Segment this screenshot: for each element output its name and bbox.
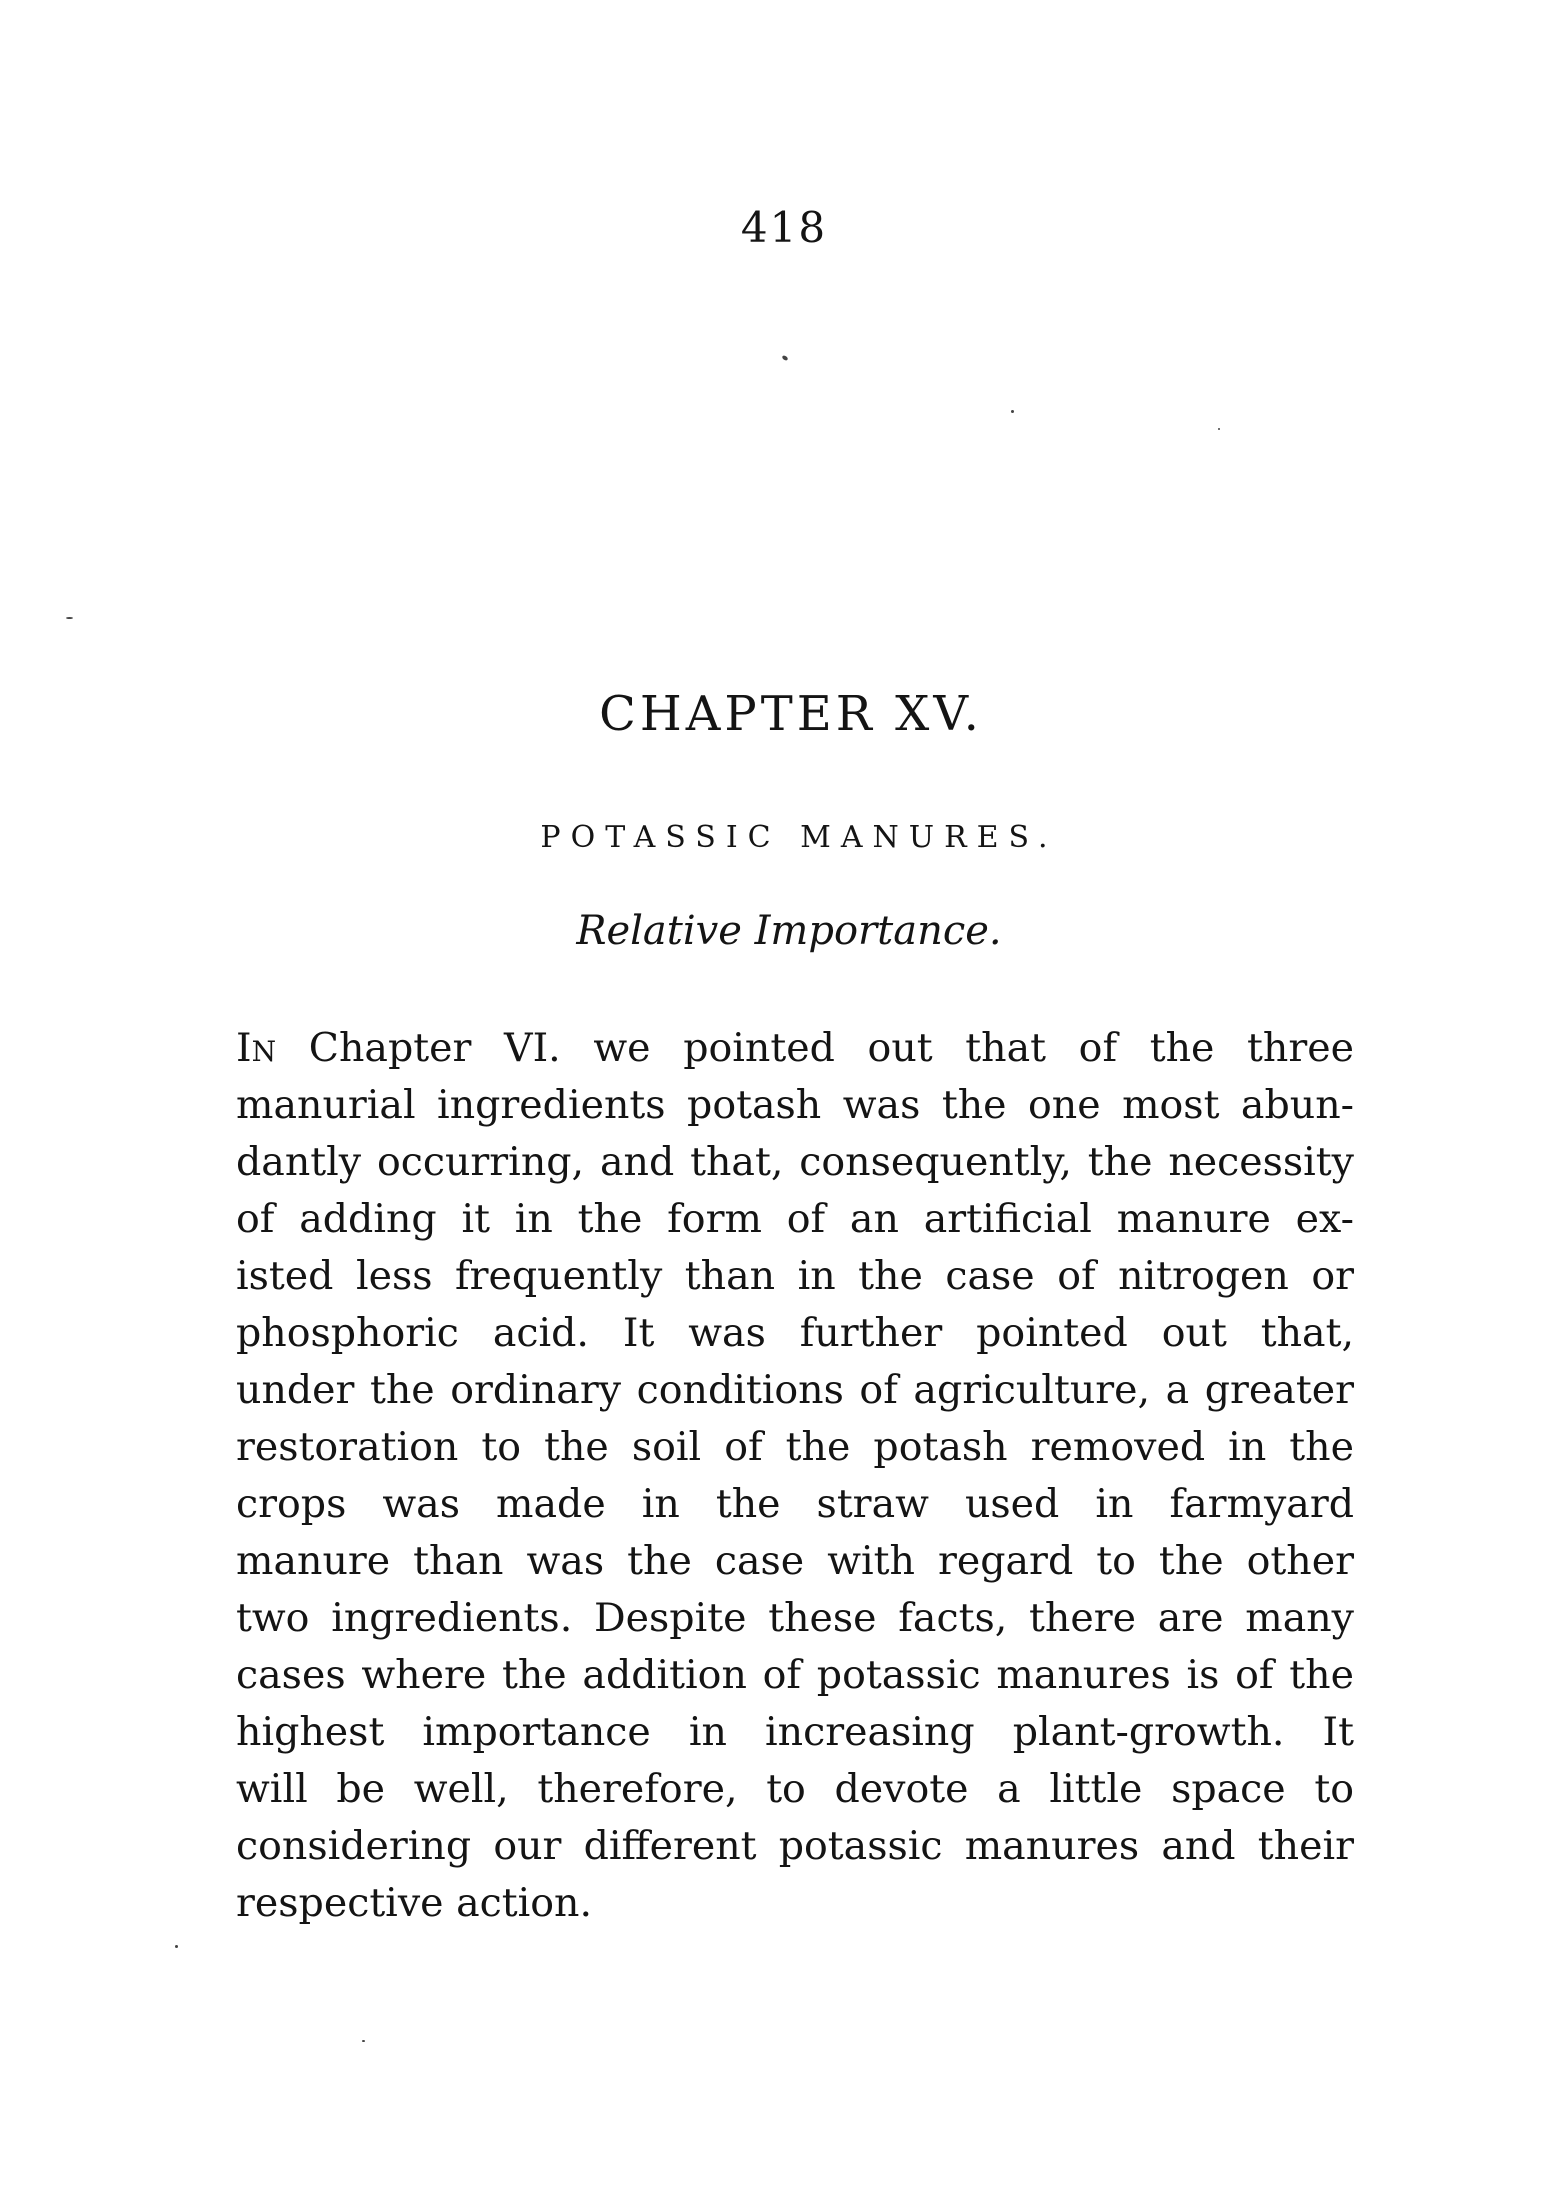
chapter-title: CHAPTER XV.: [599, 686, 983, 742]
scan-speck: [1011, 410, 1014, 413]
scan-speck: [175, 1945, 178, 1948]
body-paragraph: [236, 1020, 1354, 1932]
paragraph-lead-in: In: [236, 1025, 277, 1071]
paragraph-line-text: Chapter VI. we pointed out that of the three: [276, 1025, 1354, 1071]
paragraph-line: of adding it in the form of an artificial manure ex-: [236, 1196, 1354, 1242]
scan-speck: [781, 355, 788, 362]
paragraph-line: restoration to the soil of the potash removed in the: [236, 1424, 1354, 1470]
paragraph-line: two ingredients. Despite these facts, there are many: [236, 1595, 1354, 1641]
paragraph-line: crops was made in the straw used in farmyard: [236, 1481, 1354, 1527]
paragraph-line: respective action.: [236, 1880, 593, 1926]
scan-speck: [1218, 428, 1220, 430]
scan-speck: [362, 2040, 365, 2042]
paragraph-line: will be well, therefore, to devote a little space to: [236, 1766, 1354, 1812]
page-number: 418: [740, 203, 828, 252]
chapter-subtitle: POTASSIC MANURES.: [540, 820, 1058, 855]
paragraph-line: considering our different potassic manures and their: [236, 1823, 1354, 1869]
paragraph-line: dantly occurring, and that, consequently, the necessity: [236, 1139, 1354, 1185]
paragraph-line: [236, 1020, 1354, 1077]
scan-speck: [66, 617, 73, 619]
paragraph-line: highest importance in increasing plant-growth. It: [236, 1709, 1354, 1755]
paragraph-line: manurial ingredients potash was the one most abun-: [236, 1082, 1354, 1128]
paragraph-line: under the ordinary conditions of agriculture, a greater: [236, 1367, 1354, 1413]
paragraph-line: cases where the addition of potassic manures is of the: [236, 1652, 1354, 1698]
section-heading: Relative Importance.: [576, 908, 1002, 954]
paragraph-line: manure than was the case with regard to the other: [236, 1538, 1354, 1584]
paragraph-line: phosphoric acid. It was further pointed out that,: [236, 1310, 1354, 1356]
paragraph-line: isted less frequently than in the case of nitrogen or: [236, 1253, 1354, 1299]
